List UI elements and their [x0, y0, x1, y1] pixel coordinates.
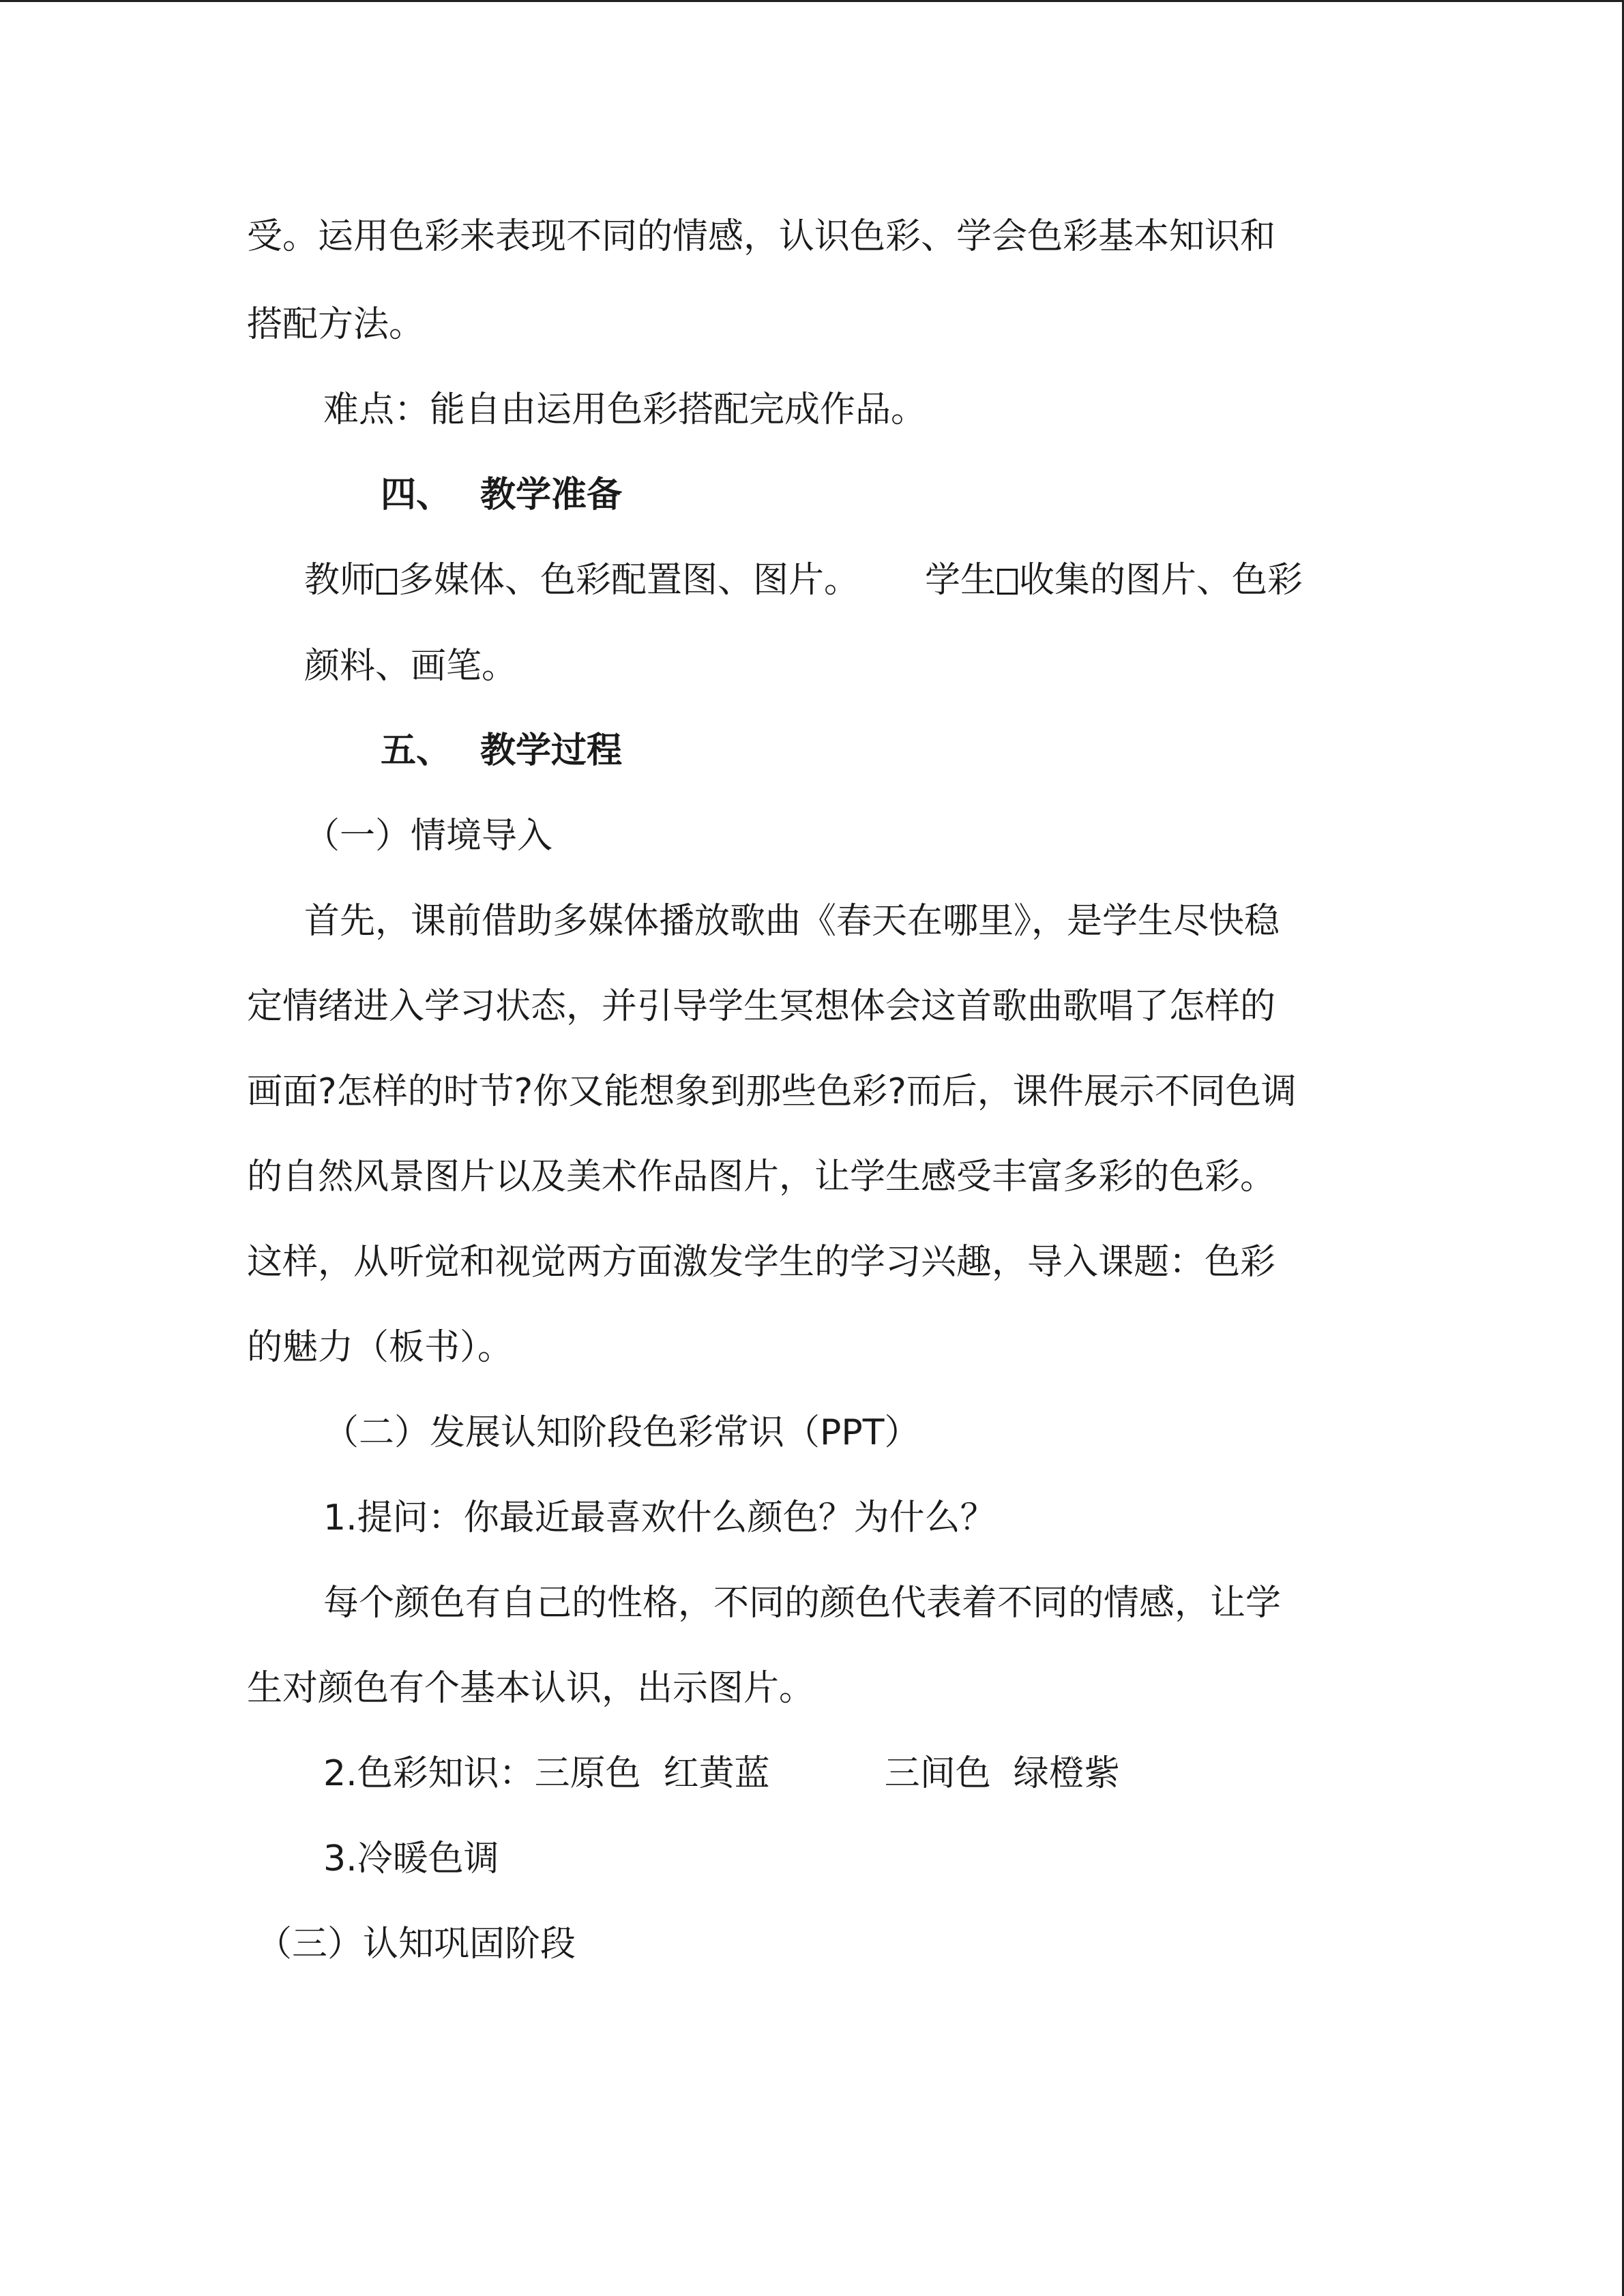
prep-line	[304, 560, 1303, 601]
section-heading-5	[381, 730, 623, 771]
prep-student-items: 收集的图片、色彩	[1019, 560, 1303, 601]
difficulty-line: 难点：能自由运用色彩搭配完成作品。	[323, 389, 927, 430]
prep-teacher-label: 教师	[304, 560, 376, 601]
primary-colors: 2.色彩知识：三原色 红黄蓝	[323, 1753, 770, 1794]
question-line: 1.提问：你最近最喜欢什么颜色？为什么？	[323, 1497, 996, 1538]
section-number: 四、	[381, 475, 452, 516]
missing-glyph-box	[377, 569, 397, 595]
subsection-heading: （二）发展认知阶段色彩常识（PPT）	[323, 1412, 920, 1453]
paragraph-line: 的自然风景图片以及美术作品图片，让学生感受丰富多彩的色彩。	[247, 1157, 1276, 1197]
subsection-heading: （一）情境导入	[304, 816, 553, 856]
knowledge-line: 3.冷暖色调	[323, 1838, 499, 1879]
paragraph-line: 受。运用色彩来表现不同的情感，认识色彩、学会色彩基本知识和	[247, 216, 1276, 257]
paragraph-line: 定情绪进入学习状态，并引导学生冥想体会这首歌曲歌唱了怎样的	[247, 986, 1276, 1027]
secondary-colors: 三间色 绿橙紫	[884, 1753, 1120, 1794]
section-heading-4	[381, 475, 623, 516]
knowledge-line	[323, 1753, 1120, 1794]
paragraph-line: 这样，从听觉和视觉两方面激发学生的学习兴趣，导入课题：色彩	[247, 1242, 1276, 1283]
missing-glyph-box	[997, 569, 1018, 595]
section-title: 教学过程	[480, 730, 623, 771]
paragraph-line: 每个颜色有自己的性格，不同的颜色代表着不同的情感，让学	[323, 1583, 1282, 1624]
paragraph-line: 搭配方法。	[247, 304, 425, 345]
paragraph-line: 颜料、画笔。	[304, 646, 518, 687]
paragraph-line: 首先，课前借助多媒体播放歌曲《春天在哪里》，是学生尽快稳	[304, 901, 1280, 942]
section-number: 五、	[381, 730, 452, 771]
prep-teacher-items: 多媒体、色彩配置图、图片。	[398, 560, 860, 601]
section-title: 教学准备	[480, 475, 623, 516]
subsection-heading: （三）认知巩固阶段	[256, 1924, 576, 1965]
prep-student-label: 学生	[925, 560, 996, 601]
paragraph-line: 的魅力（板书）。	[247, 1327, 514, 1368]
paragraph-line: 画面?怎样的时节?你又能想象到那些色彩?而后，课件展示不同色调	[247, 1071, 1297, 1112]
paragraph-line: 生对颜色有个基本认识，出示图片。	[247, 1668, 815, 1709]
